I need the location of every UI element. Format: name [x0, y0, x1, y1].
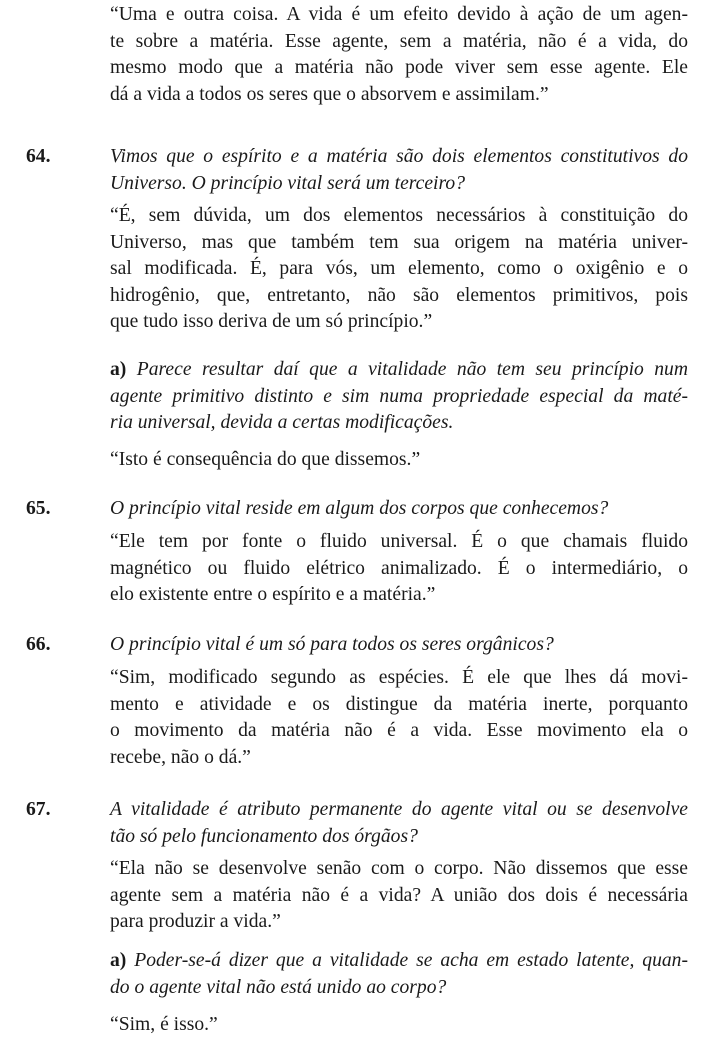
text-line: “Ela não se desenvolve senão com o corpo. Não dissemos que esse: [110, 858, 688, 879]
text-line: dá a vida a todos os seres que o absorvem e assimilam.”: [110, 83, 549, 105]
text-line: elo existente entre o espírito e a matéria.”: [110, 584, 436, 605]
answer-66: [110, 665, 688, 771]
text-line: [110, 948, 688, 975]
text-line: hidrogênio, que, entretanto, não são elementos primitivos, pois: [110, 284, 688, 306]
sub-letter: a): [110, 359, 127, 380]
sub-letter: a): [110, 950, 127, 971]
text-line: agente primitivo distinto e sim numa propriedade especial da maté-: [110, 385, 688, 407]
question-number: 64.: [26, 146, 51, 167]
intro-answer: [110, 2, 688, 108]
text-line: agente sem a matéria não é a vida? A união dos dois é necessária: [110, 884, 688, 906]
text-line: do o agente vital não está unido ao corpo?: [110, 976, 447, 998]
text-line: A vitalidade é atributo permanente do agente vital ou se desenvolve: [110, 799, 688, 820]
sub-question-64a: [110, 357, 688, 437]
question-number: 67.: [26, 799, 51, 820]
text-line: o movimento da matéria não é a vida. Esse movimento ela o: [110, 720, 688, 741]
text-line: O princípio vital reside em algum dos corpos que conhecemos?: [110, 498, 609, 519]
text-line: O princípio vital é um só para todos os seres orgânicos?: [110, 634, 554, 655]
text-line: magnético ou fluido elétrico animalizado. É o intermediário, o: [110, 557, 688, 579]
text-line: “Ele tem por fonte o fluido universal. É o que chamais fluido: [110, 531, 688, 552]
text-line: “Sim, é isso.”: [110, 1014, 218, 1035]
text-line: que tudo isso deriva de um só princípio.”: [110, 311, 433, 332]
text-line: “Uma e outra coisa. A vida é um efeito devido à ação de um agen-: [110, 4, 688, 25]
question-67-text: [110, 797, 688, 850]
text-line: “Isto é consequência do que dissemos.”: [110, 449, 421, 470]
text-line: mento e atividade e os distingue da matéria inerte, porquanto: [110, 693, 688, 715]
question-number: 66.: [26, 634, 51, 655]
sub-answer-67a: [110, 1012, 688, 1039]
text-line: “É, sem dúvida, um dos elementos necessários à constituição do: [110, 205, 688, 226]
text-line: mesmo modo que a matéria não pode viver sem esse agente. Ele: [110, 57, 688, 78]
sub-answer-64a: [110, 447, 688, 474]
question-65-text: [110, 496, 688, 523]
answer-67: [110, 856, 688, 936]
text-line: [110, 357, 688, 384]
text-line: Universo, mas que também tem sua origem na matéria univer-: [110, 231, 688, 253]
sub-question-text: Poder-se-á dizer que a vitalidade se acha em estado latente, quan-: [134, 950, 688, 971]
question-66-text: [110, 632, 688, 659]
text-line: Universo. O princípio vital será um terceiro?: [110, 172, 465, 194]
answer-64: [110, 203, 688, 336]
text-line: “Sim, modificado segundo as espécies. É ele que lhes dá movi-: [110, 667, 688, 688]
sub-question-67a: [110, 948, 688, 1001]
text-line: sal modificada. É, para vós, um elemento, como o oxigênio e o: [110, 258, 688, 279]
question-number: 65.: [26, 498, 51, 519]
text-line: ria universal, devida a certas modificações.: [110, 412, 454, 433]
text-line: recebe, não o dá.”: [110, 746, 251, 768]
sub-question-text: Parece resultar daí que a vitalidade não tem seu princípio num: [136, 359, 688, 380]
answer-65: [110, 529, 688, 609]
text-line: tão só pelo funcionamento dos órgãos?: [110, 825, 418, 847]
text-line: te sobre a matéria. Esse agente, sem a matéria, não é a vida, do: [110, 30, 688, 52]
text-line: Vimos que o espírito e a matéria são dois elementos constitutivos do: [110, 146, 688, 167]
question-64-text: [110, 144, 688, 197]
text-line: para produzir a vida.”: [110, 911, 281, 932]
